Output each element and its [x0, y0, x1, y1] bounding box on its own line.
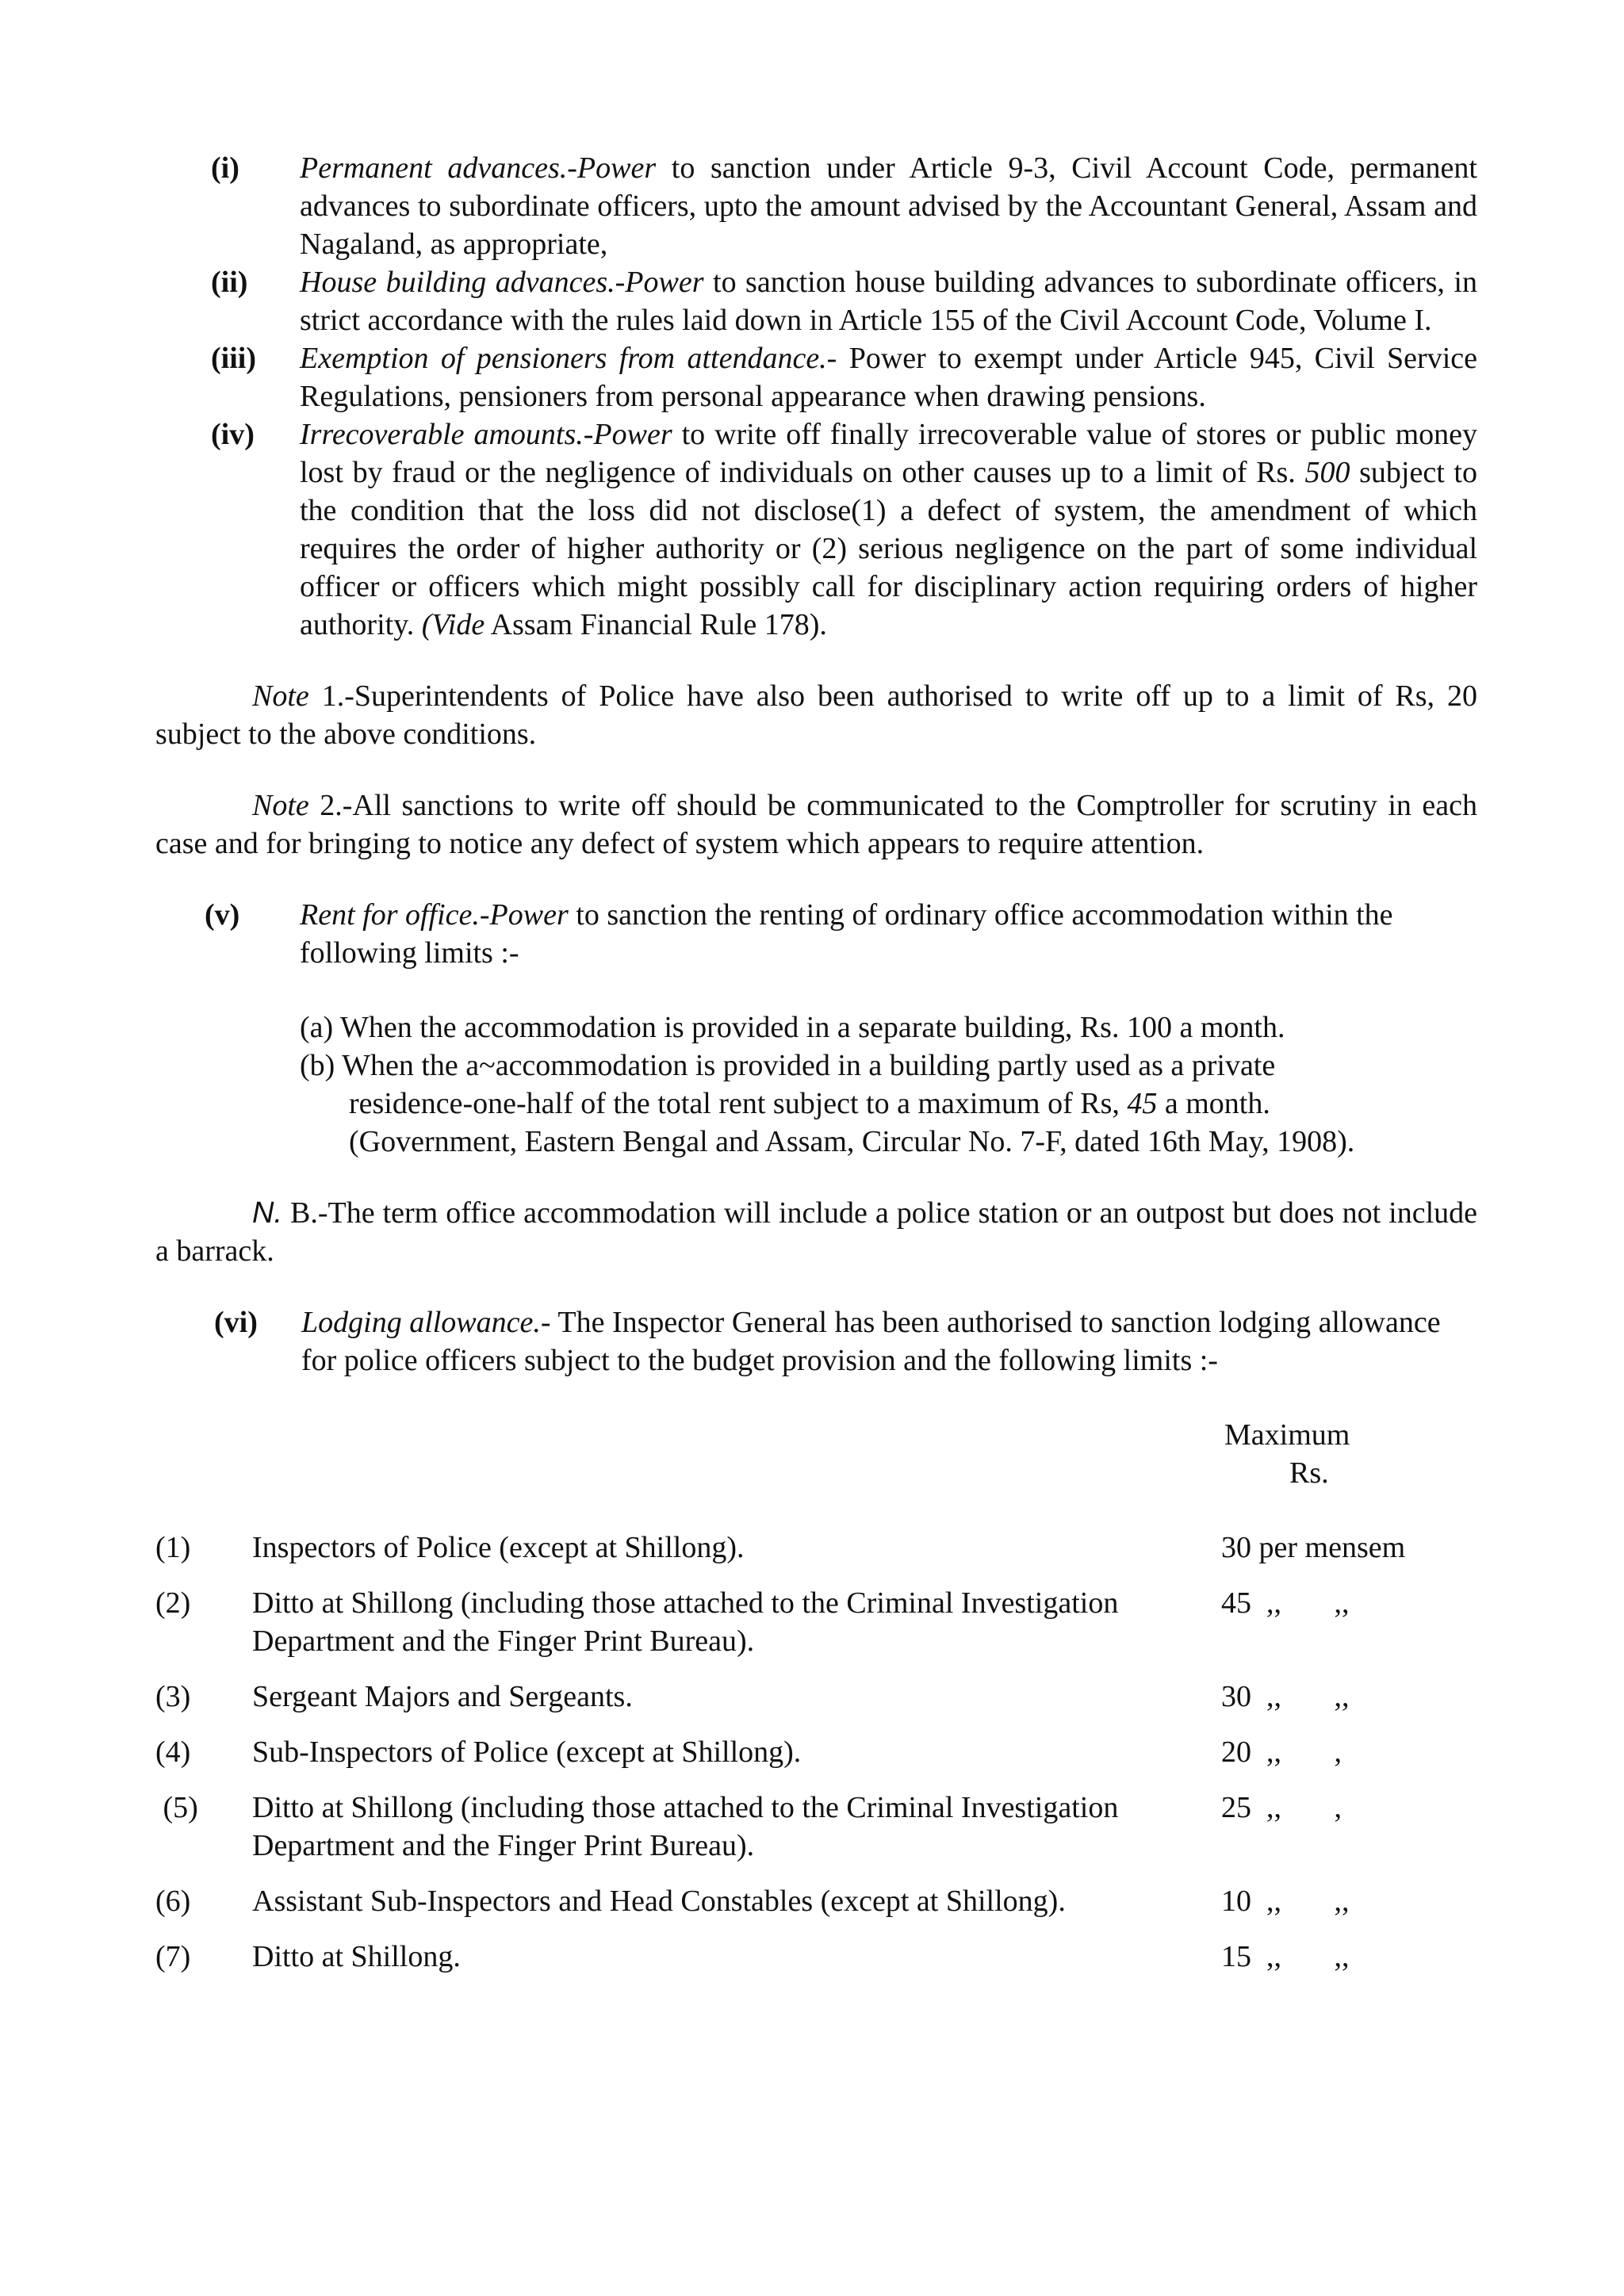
limit-number: (3): [155, 1680, 191, 1713]
lodging-limits-table: [155, 1529, 1477, 1976]
limit-value: 15 ,, ,,: [1221, 1940, 1350, 1973]
item-number: (ii): [211, 266, 248, 299]
limit-row: [155, 1678, 1477, 1716]
limit-description: Ditto at Shillong (including those attached to the Criminal Investigation Department and the Finger Print Bureau).: [252, 1791, 1119, 1862]
limit-value: 30 ,, ,,: [1221, 1680, 1350, 1713]
item-text: Irrecoverable amounts.-Power to write off finally irrecoverable value of stores or public money lost by fraud or the negligence of individuals on other causes up to a limit of Rs. 500 subject to the condition that the loss did not disclose(1) a defect of system, the amendment of which requires the order of higher authority or (2) serious negligence on the part of some individual officer or officers which might possibly call for disciplinary action requiring orders of higher authority. (Vide Assam Financial Rule 178).: [300, 418, 1477, 641]
item-text: Lodging allowance.- The Inspector General has been authorised to sanction lodging allowance for police officers subject to the budget provision and the following limits :-: [301, 1306, 1441, 1377]
rent-limits: [155, 1008, 1477, 1161]
header-currency: Rs.: [1289, 1456, 1329, 1490]
item-title: Rent for office.-Power: [300, 898, 569, 932]
limit-row: [155, 1938, 1477, 1976]
item-i: [155, 149, 1477, 263]
item-text: Permanent advances.-Power to sanction under Article 9-3, Civil Account Code, permanent advances to subordinate officers, upto the amount advised by the Accountant General, Assam and Nagaland, as appropriate,: [300, 151, 1477, 261]
limit-row: [155, 1529, 1477, 1567]
limit-row: [155, 1733, 1477, 1771]
item-vi: [155, 1303, 1477, 1380]
item-number: (iv): [211, 418, 255, 451]
limit-row: [155, 1882, 1477, 1920]
limit-row: [155, 1584, 1477, 1660]
item-iv: [155, 415, 1477, 644]
limit-value: 20 ,, ,: [1221, 1735, 1342, 1769]
nb-note: N. B.-The term office accommodation will include a police station or an outpost but does not include a barrack.: [155, 1196, 1477, 1268]
limit-value: 30 per mensem: [1221, 1531, 1406, 1564]
item-number: (iii): [211, 342, 256, 375]
note-1: Note 1.-Superintendents of Police have also been authorised to write off up to a limit of Rs, 20 subject to the above conditions.: [155, 679, 1477, 751]
item-title: Lodging allowance.-: [301, 1306, 551, 1339]
limit-number: (2): [155, 1586, 191, 1620]
item-v: [155, 896, 1477, 972]
item-number: (v): [205, 898, 240, 932]
item-iii: [155, 339, 1477, 415]
limit-number: (1): [155, 1531, 191, 1564]
limit-number: (4): [155, 1735, 191, 1769]
limit-number: (7): [155, 1940, 191, 1973]
note-label: Note: [252, 679, 309, 713]
limit-description: Ditto at Shillong.: [252, 1940, 461, 1973]
header-maximum: Maximum: [1224, 1418, 1350, 1452]
limit-description: Assistant Sub-Inspectors and Head Constables (except at Shillong).: [252, 1885, 1066, 1918]
note-label: Note: [252, 789, 309, 822]
note-2: Note 2.-All sanctions to write off should be communicated to the Comptroller for scrutiny in each case and for bringing to notice any defect of system which appears to require attention.: [155, 789, 1477, 860]
item-number: (vi): [214, 1306, 258, 1339]
rent-limit-a: (a) When the accommodation is provided in a separate building, Rs. 100 a month.: [300, 1011, 1285, 1044]
limits-column-header: [155, 1416, 1477, 1492]
item-title: Irrecoverable amounts.-Power: [300, 418, 672, 451]
limit-description: Sub-Inspectors of Police (except at Shillong).: [252, 1735, 802, 1769]
limit-value: 10 ,, ,,: [1221, 1885, 1350, 1918]
rent-limit-citation: (Government, Eastern Bengal and Assam, Circular No. 7-F, dated 16th May, 1908).: [349, 1125, 1355, 1158]
rent-limit-b: (b) When the a~accommodation is provided in a building partly used as a private: [300, 1049, 1276, 1082]
item-title: Exemption of pensioners from attendance.-: [300, 342, 837, 375]
limit-number: (5): [155, 1791, 198, 1824]
limit-row: [155, 1789, 1477, 1865]
item-text: House building advances.-Power to sanction house building advances to subordinate officers, in strict accordance with the rules laid down in Article 155 of the Civil Account Code, Volume I.: [300, 266, 1477, 337]
limit-description: Ditto at Shillong (including those attached to the Criminal Investigation Department and the Finger Print Bureau).: [252, 1586, 1119, 1658]
item-number: (i): [211, 151, 239, 185]
limit-description: Inspectors of Police (except at Shillong).: [252, 1531, 745, 1564]
limit-value: 25 ,, ,: [1221, 1791, 1342, 1824]
limit-value: 45 ,, ,,: [1221, 1586, 1350, 1620]
item-text: Rent for office.-Power to sanction the renting of ordinary office accommodation within the following limits :-: [300, 898, 1393, 970]
item-title: Permanent advances.-Power: [300, 151, 657, 185]
nb-label: N.: [252, 1196, 282, 1230]
limit-number: (6): [155, 1885, 191, 1918]
item-title: House building advances.-Power: [300, 266, 704, 299]
item-text: Exemption of pensioners from attendance.- Power to exempt under Article 945, Civil Service Regulations, pensioners from personal appearance when drawing pensions.: [300, 342, 1477, 413]
rent-limit-b-cont: residence-one-half of the total rent subject to a maximum of Rs, 45 a month.: [349, 1087, 1270, 1120]
item-ii: [155, 263, 1477, 339]
limit-description: Sergeant Majors and Sergeants.: [252, 1680, 633, 1713]
